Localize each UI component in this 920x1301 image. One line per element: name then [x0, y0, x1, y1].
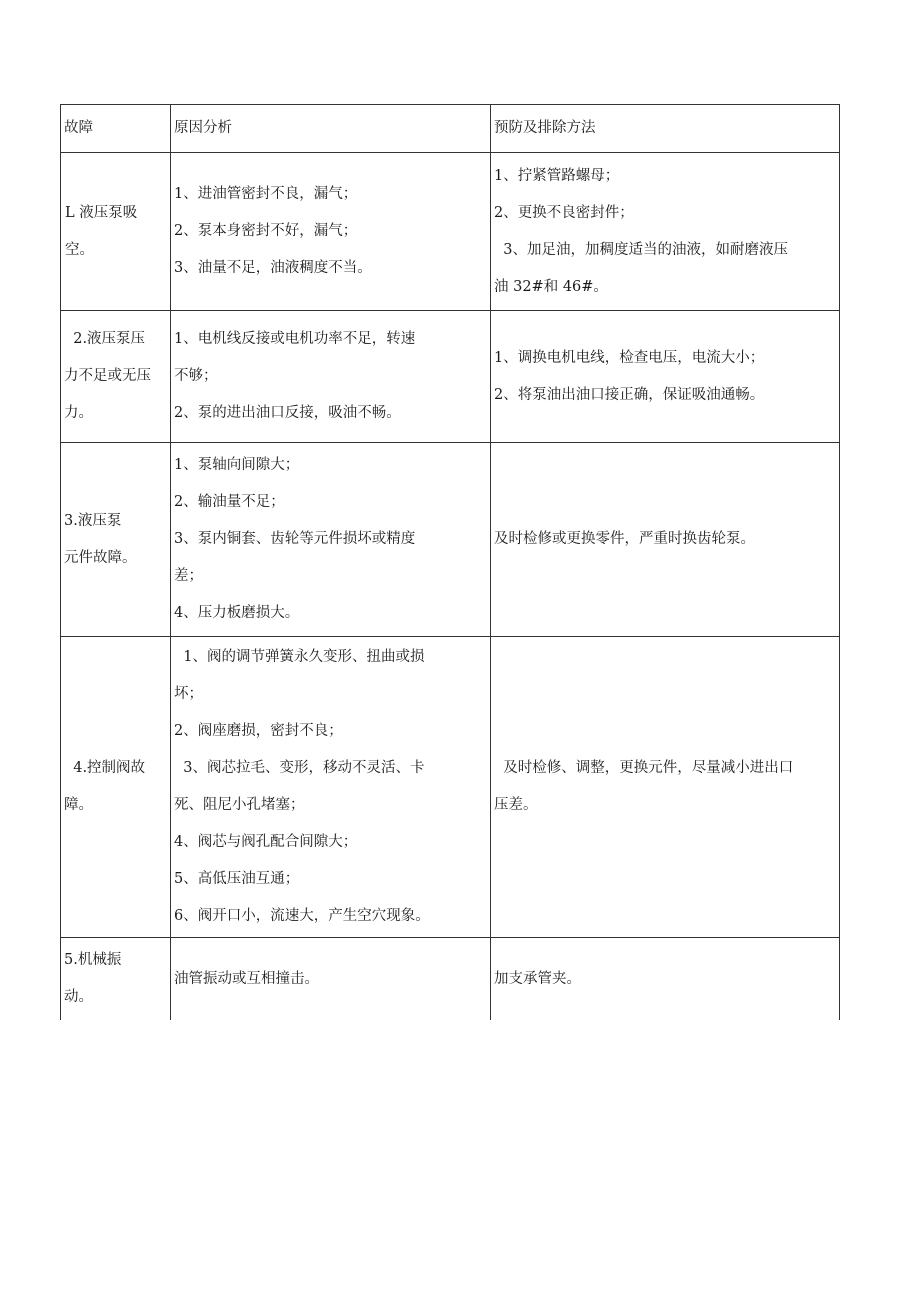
row2-fault	[61, 311, 170, 442]
text-line: 6、阀开口小，流速大，产生空穴现象。	[174, 908, 430, 924]
row1-causes	[171, 153, 490, 310]
text-line: 2.液压泵压	[64, 331, 146, 347]
text-line: 差；	[174, 568, 203, 584]
row4-remedies	[491, 637, 839, 937]
text-line: 油管振动或互相撞击。	[174, 971, 319, 987]
text-line: 元件故障。	[64, 549, 137, 566]
row3-remedies	[491, 443, 839, 636]
row4-fault	[61, 637, 170, 937]
row5-remedies	[491, 938, 839, 1020]
text-line: 空。	[65, 241, 94, 258]
text-line: 2、阀座磨损，密封不良；	[174, 723, 343, 739]
text-line: 3.液压泵	[64, 512, 122, 529]
text-line: 2、将泵油出油口接正确，保证吸油通畅。	[494, 386, 765, 403]
header-fault	[61, 105, 170, 152]
header-remedy-label: 预防及排除方法	[494, 120, 596, 136]
text-line: 力不足或无压	[64, 368, 151, 384]
header-remedy	[491, 105, 839, 152]
row2-remedies	[491, 311, 839, 442]
row4-causes	[171, 637, 490, 937]
text-line: 3、油量不足，油液稠度不当。	[174, 260, 372, 276]
text-line: 压差。	[494, 797, 538, 813]
text-line: 3、泵内铜套、齿轮等元件损坏或精度	[174, 531, 416, 547]
text-line: 4.控制阀故	[64, 760, 146, 776]
text-line: 2、泵的进出油口反接，吸油不畅。	[174, 405, 401, 421]
text-line: 1、调换电机电线，检查电压，电流大小；	[494, 349, 765, 366]
row5-causes	[171, 938, 490, 1020]
text-line: 及时检修、调整，更换元件，尽量减小进出口	[494, 760, 794, 776]
text-line: 死、阻尼小孔堵塞；	[174, 797, 305, 813]
text-line: 力。	[64, 405, 93, 421]
text-line: 4、压力板磨损大。	[174, 605, 300, 621]
text-line: 1、拧紧管路螺母；	[494, 167, 620, 184]
row3-causes	[171, 443, 490, 636]
text-line: 2、泵本身密封不好，漏气；	[174, 223, 358, 239]
text-line: 动。	[64, 989, 93, 1005]
text-line: 2、输油量不足；	[174, 494, 285, 510]
text-line: 3、阀芯拉毛、变形，移动不灵活、卡	[174, 760, 425, 776]
text-line: L 液压泵吸	[65, 204, 138, 221]
header-fault-label: 故障	[64, 120, 93, 136]
header-cause	[171, 105, 490, 152]
text-line: 1、泵轴向间隙大；	[174, 457, 300, 473]
table-border-right	[839, 104, 840, 1020]
row2-causes	[171, 311, 490, 442]
text-line: 1、阀的调节弹簧永久变形、扭曲或损	[174, 649, 425, 665]
text-line: 4、阀芯与阀孔配合间隙大；	[174, 834, 358, 850]
text-line: 及时检修或更换零件，严重时换齿轮泵。	[494, 531, 755, 547]
text-line: 5.机械振	[64, 952, 122, 968]
text-line: 障。	[64, 797, 93, 813]
header-cause-label: 原因分析	[174, 120, 232, 136]
text-line: 加支承管夹。	[494, 971, 581, 987]
row1-fault	[61, 153, 170, 310]
row1-remedies	[491, 153, 839, 310]
text-line: 坏；	[174, 686, 203, 702]
row5-fault	[61, 938, 170, 1020]
text-line: 5、高低压油互通；	[174, 871, 300, 887]
text-line: 2、更换不良密封件；	[494, 204, 634, 221]
text-line: 油 32#和 46#。	[494, 278, 608, 295]
text-line: 1、电机线反接或电机功率不足，转速	[174, 331, 416, 347]
row3-fault	[61, 443, 170, 636]
text-line: 不够；	[174, 368, 218, 384]
text-line: 3、加足油，加稠度适当的油液，如耐磨液压	[494, 241, 788, 258]
text-line: 1、进油管密封不良，漏气；	[174, 186, 358, 202]
